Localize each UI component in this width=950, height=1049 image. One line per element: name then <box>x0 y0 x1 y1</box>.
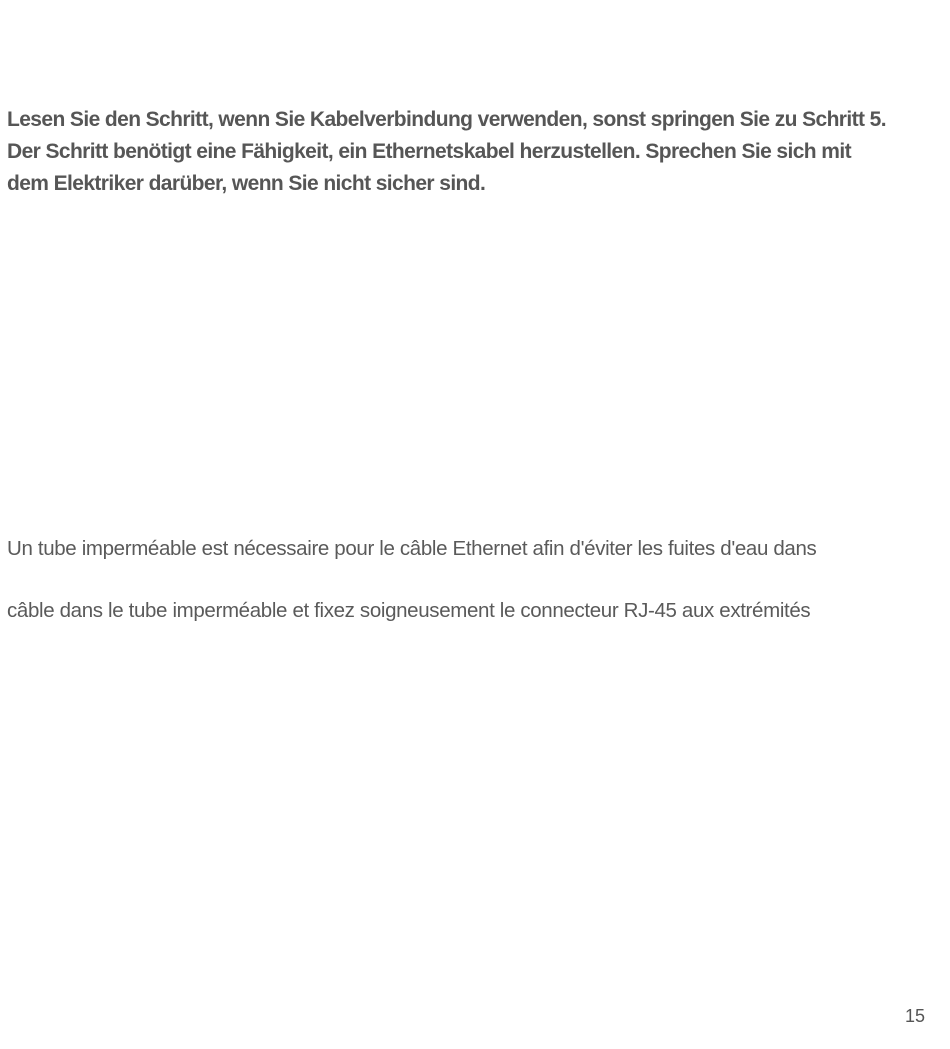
page-number: 15 <box>904 1006 925 1026</box>
french-line-1: Un tube imperméable est nécessaire pour le câble Ethernet afin d'éviter les fuites d'eau dans <box>7 537 817 560</box>
german-line-2: Der Schritt benötigt eine Fähigkeit, ein Ethernetskabel herzustellen. Sprechen Sie sich mit <box>7 140 851 163</box>
german-line-3: dem Elektriker darüber, wenn Sie nicht sicher sind. <box>7 172 486 195</box>
french-line-2: câble dans le tube imperméable et fixez soigneusement le connecteur RJ-45 aux extrémités <box>7 599 811 622</box>
german-line-1: Lesen Sie den Schritt, wenn Sie Kabelverbindung verwenden, sonst springen Sie zu Schritt 5. <box>7 108 886 131</box>
german-instruction-paragraph <box>7 104 942 200</box>
